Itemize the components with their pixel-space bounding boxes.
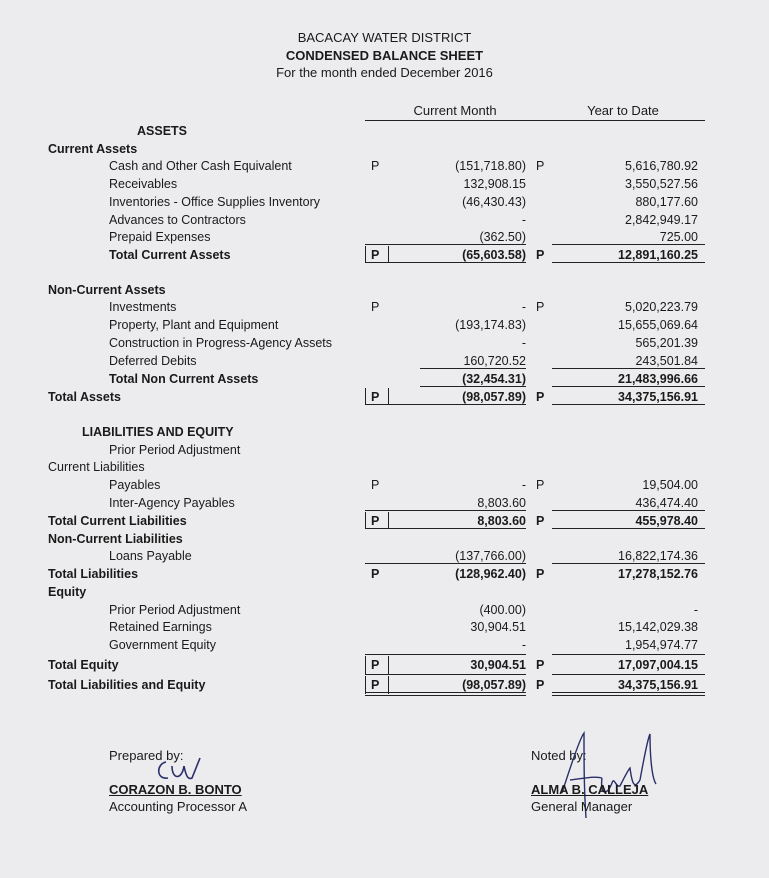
total-underline [552,386,705,387]
column-current-month: Current Month [413,103,497,118]
year-to-date-value: 15,142,029.38 [618,620,698,634]
peso-box-line [365,246,366,262]
total-underline [420,368,526,369]
total-underline [552,563,705,564]
peso-sign-current: P [371,678,380,692]
row-label: Total Liabilities and Equity [48,678,206,692]
row-label: Total Liabilities [48,567,139,581]
row-label: Receivables [109,177,178,191]
row-label: Non-Current Liabilities [48,532,183,546]
row-label: Prior Period Adjustment [109,443,241,457]
total-underline [365,528,526,529]
year-to-date-value: - [693,603,698,617]
peso-sign-current: P [371,658,380,672]
total-underline [365,244,526,245]
row-label: Retained Earnings [109,620,212,634]
current-month-value: 160,720.52 [463,354,526,368]
peso-box-line [388,246,389,262]
row-label: Property, Plant and Equipment [109,318,279,332]
column-header-rule [365,120,705,121]
year-to-date-value: 12,891,160.25 [618,248,698,262]
total-underline [552,510,705,511]
column-year-to-date: Year to Date [587,103,659,118]
row-label: Advances to Contractors [109,213,246,227]
year-to-date-value: 455,978.40 [635,514,698,528]
peso-box-line [365,656,366,674]
year-to-date-value: 1,954,974.77 [625,638,698,652]
table-row [0,636,769,654]
year-to-date-value: 34,375,156.91 [618,390,698,404]
table-row [0,476,769,494]
total-underline [365,510,526,511]
row-label: Investments [109,300,177,314]
row-label: Construction in Progress-Agency Assets [109,336,333,350]
peso-box-line [388,676,389,694]
table-row [0,601,769,619]
current-month-value: (137,766.00) [455,549,526,563]
noted-by-title: General Manager [531,799,633,814]
year-to-date-value: 16,822,174.36 [618,549,698,563]
row-label: Deferred Debits [109,354,197,368]
peso-sign-ytd: P [536,658,545,672]
peso-sign-current: P [371,159,380,173]
row-label: Total Non Current Assets [109,372,259,386]
peso-sign-current: P [371,300,380,314]
peso-sign-ytd: P [536,300,545,314]
total-underline [552,674,705,675]
peso-box-line [365,388,366,404]
row-label: LIABILITIES AND EQUITY [82,425,234,439]
peso-box-line [365,676,366,694]
year-to-date-value: 725.00 [659,230,698,244]
peso-sign-current: P [371,390,380,404]
year-to-date-value: 565,201.39 [635,336,698,350]
row-label: Non-Current Assets [48,283,166,297]
row-label: Inter-Agency Payables [109,496,235,510]
total-underline [365,695,526,696]
current-month-value: 132,908.15 [463,177,526,191]
table-row [0,193,769,211]
current-month-value: - [521,638,526,652]
table-row [0,334,769,352]
current-month-value: 8,803.60 [477,496,526,510]
peso-box-line [388,656,389,674]
current-month-value: - [521,213,526,227]
current-month-value: 8,803.60 [477,514,526,528]
row-label: Prior Period Adjustment [109,603,241,617]
table-row [0,140,769,158]
total-underline [420,386,526,387]
current-month-value: (362.50) [479,230,526,244]
prepared-by-name: CORAZON B. BONTO [109,782,242,797]
prepared-by-label: Prepared by: [109,748,184,763]
year-to-date-value: 5,020,223.79 [625,300,698,314]
row-label: Total Current Liabilities [48,514,187,528]
row-label: Government Equity [109,638,216,652]
row-label: Prepaid Expenses [109,230,211,244]
table-row [0,458,769,476]
year-to-date-value: 17,278,152.76 [618,567,698,581]
current-month-value: (98,057.89) [462,678,526,692]
row-label: Cash and Other Cash Equivalent [109,159,292,173]
table-row [0,122,769,140]
row-label: Current Assets [48,142,138,156]
peso-sign-current: P [371,567,380,581]
peso-sign-ytd: P [536,678,545,692]
table-row [0,211,769,229]
total-underline [552,368,705,369]
total-underline [552,528,705,529]
total-underline [552,695,705,696]
row-label: Equity [48,585,87,599]
total-underline [552,244,705,245]
table-row [0,565,769,583]
peso-sign-current: P [371,478,380,492]
row-label: Payables [109,478,161,492]
table-row [0,423,769,441]
peso-sign-ytd: P [536,159,545,173]
row-label: Inventories - Office Supplies Inventory [109,195,320,209]
current-month-value: (193,174.83) [455,318,526,332]
peso-box-line [365,512,366,528]
table-row [0,656,769,674]
peso-box-line [388,388,389,404]
row-label: Total Assets [48,390,121,404]
year-to-date-value: 5,616,780.92 [625,159,698,173]
row-label: ASSETS [137,124,188,138]
current-month-value: - [521,478,526,492]
current-month-value: - [521,336,526,350]
table-row [0,175,769,193]
peso-sign-ytd: P [536,248,545,262]
year-to-date-value: 436,474.40 [635,496,698,510]
current-month-value: (98,057.89) [462,390,526,404]
current-month-value: 30,904.51 [470,620,526,634]
current-month-value: (46,430.43) [462,195,526,209]
year-to-date-value: 34,375,156.91 [618,678,698,692]
row-label: Current Liabilities [48,460,145,474]
org-name: BACACAY WATER DISTRICT [297,30,472,45]
table-row [0,281,769,299]
total-underline [365,674,526,675]
total-underline [552,404,705,405]
total-underline [365,262,526,263]
year-to-date-value: 2,842,949.17 [625,213,698,227]
total-underline [365,563,526,564]
year-to-date-value: 243,501.84 [635,354,698,368]
current-month-value: (400.00) [479,603,526,617]
current-month-value: (128,962.40) [455,567,526,581]
current-month-value: (151,718.80) [455,159,526,173]
year-to-date-value: 3,550,527.56 [625,177,698,191]
peso-sign-ytd: P [536,514,545,528]
current-month-value: (65,603.58) [462,248,526,262]
peso-sign-current: P [371,248,380,262]
table-row [0,618,769,636]
table-row [0,530,769,548]
document-title: CONDENSED BALANCE SHEET [285,48,484,63]
total-underline [552,692,705,693]
year-to-date-value: 880,177.60 [635,195,698,209]
year-to-date-value: 19,504.00 [642,478,698,492]
total-underline [365,404,526,405]
peso-sign-ytd: P [536,567,545,581]
row-label: Total Equity [48,658,119,672]
table-row [0,316,769,334]
peso-sign-ytd: P [536,478,545,492]
peso-sign-current: P [371,514,380,528]
table-row [0,298,769,316]
year-to-date-value: 17,097,004.15 [618,658,698,672]
total-underline [552,262,705,263]
current-month-value: (32,454.31) [462,372,526,386]
table-row [0,157,769,175]
peso-sign-ytd: P [536,390,545,404]
prepared-by-title: Accounting Processor A [109,799,248,814]
current-month-value: 30,904.51 [470,658,526,672]
year-to-date-value: 15,655,069.64 [618,318,698,332]
year-to-date-value: 21,483,996.66 [618,372,698,386]
current-month-value: - [521,300,526,314]
row-label: Loans Payable [109,549,192,563]
row-label: Total Current Assets [109,248,231,262]
total-underline [365,692,526,693]
noted-by-label: Noted by: [531,748,587,763]
total-underline [552,654,705,655]
report-period: For the month ended December 2016 [276,65,493,80]
noted-by-name: ALMA B. CALLEJA [531,782,649,797]
total-underline [365,654,526,655]
table-row [0,441,769,459]
table-row [0,583,769,601]
peso-box-line [388,512,389,528]
